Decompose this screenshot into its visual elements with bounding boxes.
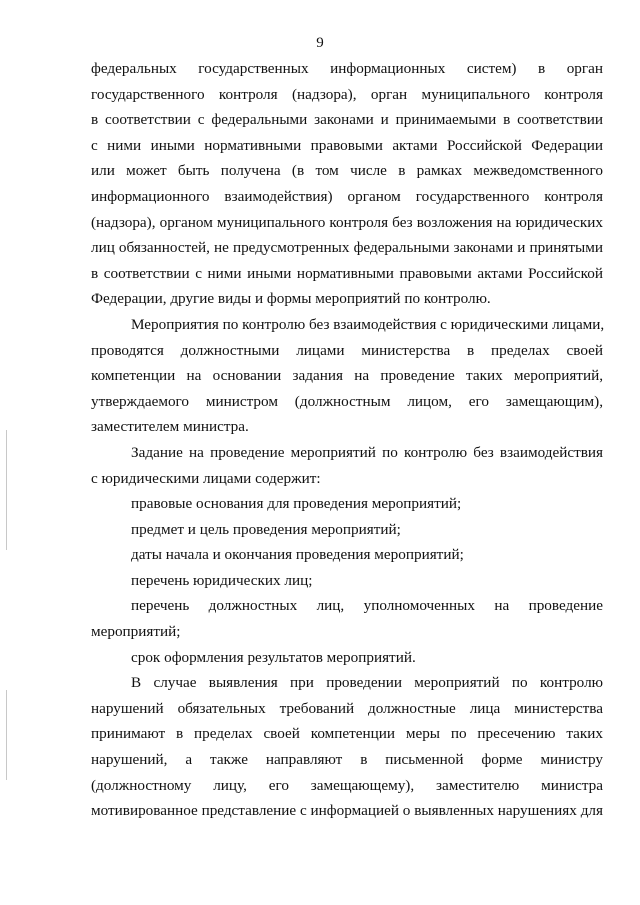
page-number: 9 <box>316 35 324 51</box>
text-line: мотивированное представление с информацией о выявленных нарушениях для <box>91 802 603 820</box>
text-line: (должностному лицу, его замещающему), заместителю министра <box>91 776 603 794</box>
text-line: с ними иными нормативными правовыми актами Российской Федерации <box>91 136 603 154</box>
scan-margin-mark <box>6 690 7 780</box>
text-line: Мероприятия по контролю без взаимодействия с юридическими лицами, <box>131 315 605 333</box>
text-line: предмет и цель проведения мероприятий; <box>131 520 401 538</box>
text-line: даты начала и окончания проведения мероприятий; <box>131 546 464 564</box>
text-line: В случае выявления при проведении мероприятий по контролю <box>131 674 603 692</box>
text-line: перечень должностных лиц, уполномоченных на проведение <box>131 597 603 615</box>
scan-margin-mark <box>6 430 7 550</box>
text-line: мероприятий; <box>91 623 181 641</box>
text-line: информационного взаимодействия) органом государственного контроля <box>91 187 603 205</box>
text-line: утверждаемого министром (должностным лицом, его замещающим), <box>91 392 603 410</box>
text-line: нарушений обязательных требований должностные лица министерства <box>91 699 603 717</box>
text-line: в соответствии с федеральными законами и принимаемыми в соответствии <box>91 111 603 129</box>
text-line: Федерации, другие виды и формы мероприятий по контролю. <box>91 290 491 308</box>
text-line: правовые основания для проведения мероприятий; <box>131 495 462 513</box>
text-line: с юридическими лицами содержит: <box>91 469 321 487</box>
text-line: компетенции на основании задания на проведение таких мероприятий, <box>91 367 603 385</box>
text-line: проводятся должностными лицами министерства в пределах своей <box>91 341 603 359</box>
text-line: (надзора), органом муниципального контроля без возложения на юридических <box>91 213 603 231</box>
text-line: в соответствии с ними иными нормативными правовыми актами Российской <box>91 264 603 282</box>
text-line: или может быть получена (в том числе в рамках межведомственного <box>91 162 603 180</box>
text-line: срок оформления результатов мероприятий. <box>131 648 416 666</box>
text-line: федеральных государственных информационных систем) в орган <box>91 60 603 77</box>
text-line: лиц обязанностей, не предусмотренных федеральными законами и принятыми <box>91 239 603 257</box>
text-line: перечень юридических лиц; <box>131 571 313 589</box>
text-line: Задание на проведение мероприятий по контролю без взаимодействия <box>131 443 603 461</box>
text-line: нарушений, а также направляют в письменной форме министру <box>91 751 603 769</box>
text-line: государственного контроля (надзора), орган муниципального контроля <box>91 85 603 103</box>
document-body <box>91 56 603 824</box>
text-line: принимают в пределах своей компетенции меры по пресечению таких <box>91 725 603 743</box>
text-line: заместителем министра. <box>91 418 249 436</box>
